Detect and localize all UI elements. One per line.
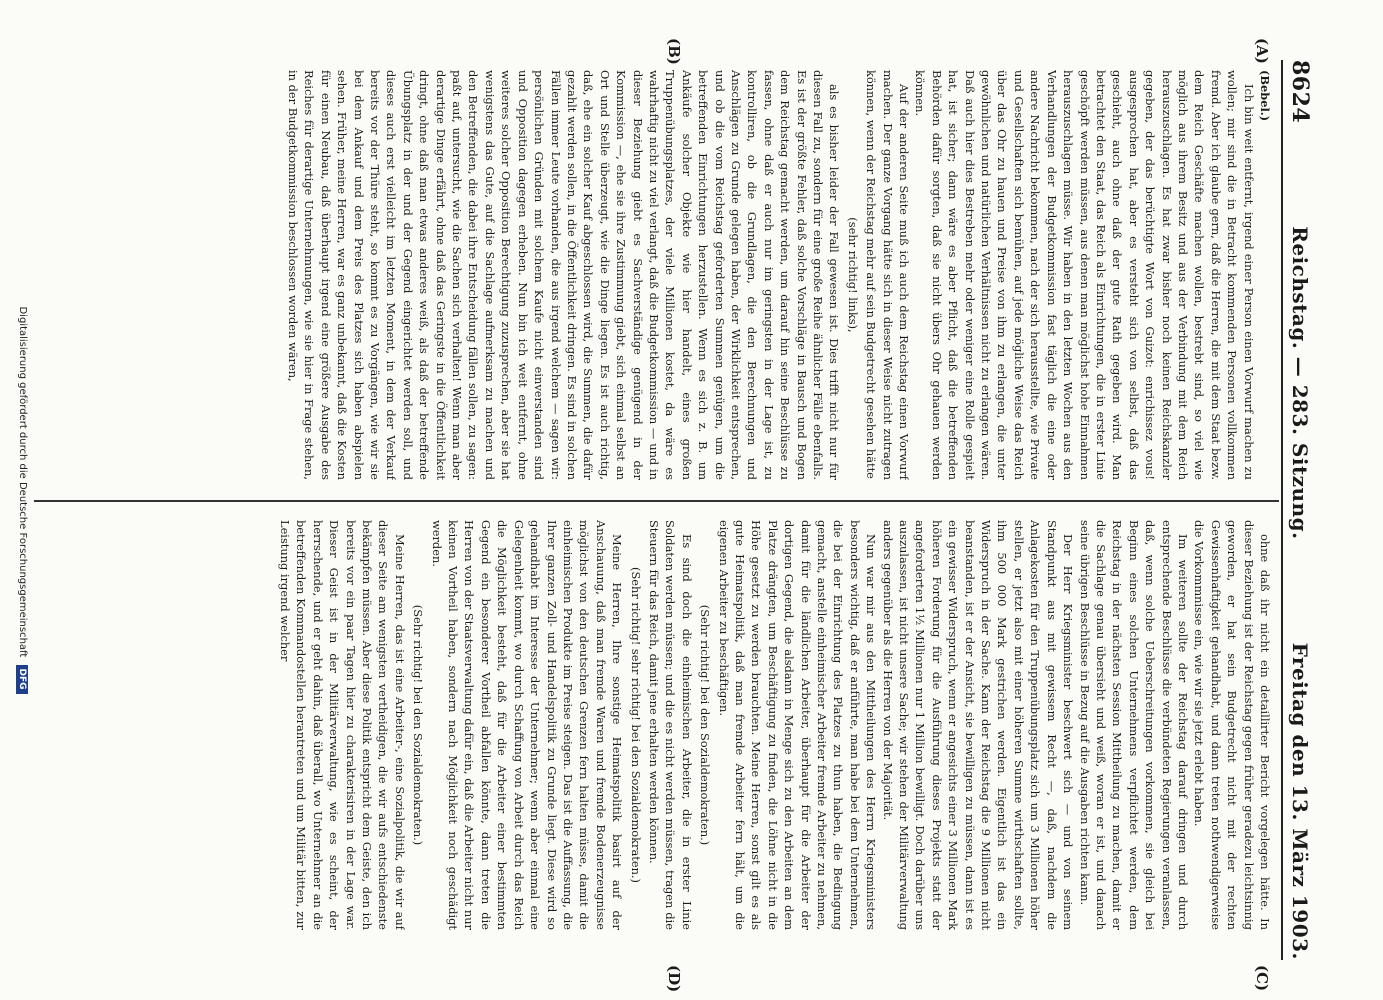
header-rule [1281,60,1283,960]
paragraph: Es sind doch die einheimischen Arbeiter, die in erster Linie Soldaten werden müssen; und die es nicht werden müssen, tragen die Steuern für das Reich, damit jene erhalten werden können. [646,520,694,930]
left-column [38,70,1273,480]
interjection: (sehr richtig! links), [845,217,860,333]
margin-marker-d: (D) [665,965,683,993]
paragraph: Nun war mir aus den Mittheilungen des Herrn Kriegsministers besonders wichtig, daß er anführte, man habe bei dem Unternehmen, die bei der Einrichtung des Platzes zu thun haben, die Bedingung gemacht, anstelle einheimischer Arbeiter fremde Arbeiter zu nehmen, damit für die ländlichen Arbeiter, überhaupt für die Arbeiter der dortigen Gegend, die alsdann in Menge sich zu den Arbeiten an dem Platze drängten, um Beschäftigung zu finden, die Löhne nicht in die Höhe gesetzt zu werden brauchten. Meine Herren, sonst gilt es als gute Heimatspolitik, daß man fremde Arbeiter fern hält, um die eigenen Arbeiter zu beschäftigen. [716,520,879,930]
paragraph: Ich bin weit entfernt, irgend einer Person einen Vorwurf machen zu wollen; mir sind die in Betracht kommenden Personen vollkommen fremd. Aber ich glaube gern, daß die Herren, die mit dem Staat bezw. dem Reich Geschäfte machen wollen, bestrebt sind, so viel wie möglich aus ihrem Besitz und aus der Verbindung mit dem Reich herauszuschlagen. Es hat zwar bisher noch keinen Reichskanzler gegeben, der das berüchtigte Wort von Guizot: enrichissez vous! ausgesprochen hat, aber es versteht sich von selbst, daß das geschieht, auch ohne daß der gute Rath gegeben wird. Man betrachtet den Staat, das Reich als Einrichtungen, die in erster Linie geschöpft werden müssen, aus denen man möglichst hohe Einnahmen herauszuschlagen müsse. Wir haben in den letzten Wochen aus den Verhandlungen der Budgetkommission fast täglich die eine oder andere Nachricht bekommen, nach der sich herausstellte, wie Private und Gesellschaften sich bemühen, auf jede mögliche Weise das Reich über das Ohr zu hauen und Preise von ihm zu erlangen, die unter gewöhnlichen und natürlichen Verhältnissen nicht zu erlangen wären. Daß auch hier dies Bestreben mehr oder weniger eine Rolle gespielt hat, ist sicher; dann wäre es aber Pflicht, daß die betreffenden Behörden dafür sorgten, daß sie nicht übers Ohr gehauen werden können. [913,70,1256,480]
interjection: (Sehr richtig! sehr richtig! bei den Sozialdemokraten.) [628,567,643,883]
margin-marker-b: (B) [665,38,683,65]
paragraph: ohne daß ihr nicht ein detaillirter Bericht vorgelegen hätte. In dieser Beziehung ist der Reichstag gegen früher geradezu leichtsinnig geworden, er hat sein Budgetrecht nicht mit der rechten Gewissenhaftigkeit gehandhabt, und dann treten nothwendigerweise die Vorkommnisse ein, wie wir sie jetzt erlebt haben. [1192,520,1272,930]
header-title: Reichstag. — 283. Sitzung. [1288,226,1312,540]
column-divider [34,500,1279,502]
paragraph: Meine Herren, das ist eine Arbeiter-, eine Sozialpolitik, die wir auf dieser Seite am wenigsten vertheidigen, die wir aufs entschiedenste bekämpfen müssen. Aber diese Politik entspricht dem Geiste, den ich bereits vor ein paar Tagen hier zu charakterisiren in der Lage war. Dieser Geist ist in der Militärverwaltung, wie es scheint, der herrschende, und er geht dahin, daß überall, wo Unternehmer an die betreffenden Kommandostellen herantreten und um Militär bitten, zur Leistung irgend welcher [278,520,407,930]
digitization-text: Digitalisierung gefördert durch die Deutsche Forschungsgemeinschaft [17,306,28,658]
digitization-credit [16,0,28,1000]
page-number: 8624 [1287,60,1313,124]
interjection: (Sehr richtig! bei den Sozialdemokraten.) [411,604,426,846]
paragraph: als es bisher leider der Fall gewesen ist. Dies trifft nicht nur für diesen Fall zu, sondern für eine große Reihe ähnlicher Fälle ebenfalls. Es ist der größte Fehler, daß solche Vorschläge in Bausch und Bogen dem Reichstag gemacht werden, um darauf hin seine Beschlüsse zu fassen, ohne daß er auch nur im geringsten in der Lage ist, zu kontrolliren, ob die Grundlagen, die den Berechnungen und Anschlägen zu Grunde gelegen haben, der Wirklichkeit entsprechen, und ob die vom Reichstag geforderten Summen genügen, um die betreffenden Einrichtungen herzustellen. Wenn es sich z. B. um Ankäufe solcher Objekte wie hier handelt, eines großen Truppenübungsplatzes, der viele Millionen kostet, da wäre es wahrhaftig nicht zu viel verlangt, daß die Budgetkommission — und in dieser Beziehung giebt es Sachverständige genügend in der Kommission —, ehe sie ihre Zustimmung giebt, sich einmal selbst an Ort und Stelle überzeugt, wie die Dinge liegen. Es ist auch richtig, daß, ehe ein solcher Kauf abgeschlossen wird, die Summen, die dafür gezahlt werden sollen, in die Öffentlichkeit dringen. Es sind in solchen Fällen immer Leute vorhanden, die aus irgend welchem — sagen wir: persönlichen Gründen mit solchem Kaufe nicht einverstanden sind und Opposition dagegen erheben. Nun bin ich weit entfernt, ohne weiteres solcher Opposition Berechtigung zuzusprechen, aber sie hat wenigstens das Gute, auf die Sachlage aufmerksam zu machen und den Betreffenden, die dabei ihre Entscheidung fällen sollen, zu sagen: paßt auf, untersucht, wie die Sachen sich verhalten! Wenn man aber derartige Dinge erfährt, ohne daß das Geringste in die Öffentlichkeit dringt, ohne daß man etwas anderes weiß, als daß der betreffende Übungsplatz in der und der Gegend eingerichtet werden soll, und dieses auch erst vielleicht im letzten Moment, in dem der Verkauf bereits vor der Thüre steht, so kommt es zu Vorgängen, wie wir sie bei dem Ankauf und dem Preis des Platzes sich haben abspielen sehen. Früher, meine Herren, war es ganz unbekannt, daß die Kosten für einen Neubau, daß überhaupt irgend eine größere Ausgabe des Reiches für derartige Unternehmungen, wie sie hier in Frage stehen, in der Budgetkommission beschlossen worden wären, [286,70,842,480]
dfg-logo: DFG [16,665,28,694]
margin-marker-a: (A) [1253,38,1271,64]
paragraph: Meine Herren, Ihre sonstige Heimatspolitik basirt auf der Anschauung, daß man fremde Waren und fremde Bodenerzeugnisse möglichst von den deutschen Grenzen fern halten müsse, damit die einheimischen Produkte im Preise steigen. Das ist die Auffassung, die Ihrer ganzen Zoll- und Handelspolitik zu Grunde liegt. Diese wird so gehandhabt im Interesse der Unternehmer; wenn aber einmal eine Gelegenheit kommt, wo durch Schaffung von Arbeit durch das Reich die Möglichkeit besteht, daß für die Arbeiter einer bestimmten Gegend ein besonderer Vortheil abfallen könnte, dann treten die Herren von der Staatsverwaltung dafür ein, daß die Arbeiter nicht nur keinen Vortheil haben, sondern nach Möglichkeit noch geschädigt werden. [429,520,625,930]
speaker-name: (Bebel.) [1258,70,1272,122]
paragraph: Im weiteren sollte der Reichstag darauf dringen und durch entsprechende Beschlüsse die verbündeten Regierungen veranlassen, daß, wenn solche Ueberschreitungen vorkommen, sie gleich bei Beginn eines solchen Unternehmens verpflichtet werden, dem Reichstag in der nächsten Session Mittheilung zu machen, damit er die Sachlage genau übersieht und weiß, woran er ist, und danach seine übrigen Beschlüsse in Bezug auf die Ausgaben richten kann. [1077,520,1190,930]
paragraph: Der Herr Kriegsminister beschwert sich — und von seinem Standpunkt aus mit gewissem Recht —, daß, nachdem die Anlagekosten für den Truppenübungsplatz sich um 3 Millionen höher stellen, er jetzt also mit einer höheren Summe wirthschaften sollte, ihm 500 000 Mark gestrichen werden. Eigentlich ist das ein Widerspruch in der Sache. Kann der Reichstag die 9 Millionen nicht beanstanden, ist er der Ansicht, sie bewilligen zu müssen, dann ist es ein gewisser Widerspruch, wenn er angesichts einer 3 Millionen Mark höheren Forderung für die Ausführung dieses Projekts statt der angeforderten 1½ Millionen nur 1 Million bewilligt. Doch darüber uns auszulassen, ist nicht unsere Sache; wir stehen der Militärverwaltung anders gegenüber als die Herren von der Majorität. [880,520,1076,930]
right-column [38,520,1273,930]
paragraph: Auf der anderen Seite muß ich auch dem Reichstag einen Vorwurf machen. Der ganze Vorgang hätte sich in dieser Weise nicht zutragen können, wenn der Reichstag mehr auf sein Budgetrecht gesehen hätte [864,70,912,480]
interjection: (Sehr richtig! bei den Sozialdemokraten.) [698,604,713,846]
margin-marker-c: (C) [1253,965,1271,992]
page-header [1287,60,1313,960]
header-date: Freitag den 13. März 1903. [1288,642,1312,960]
